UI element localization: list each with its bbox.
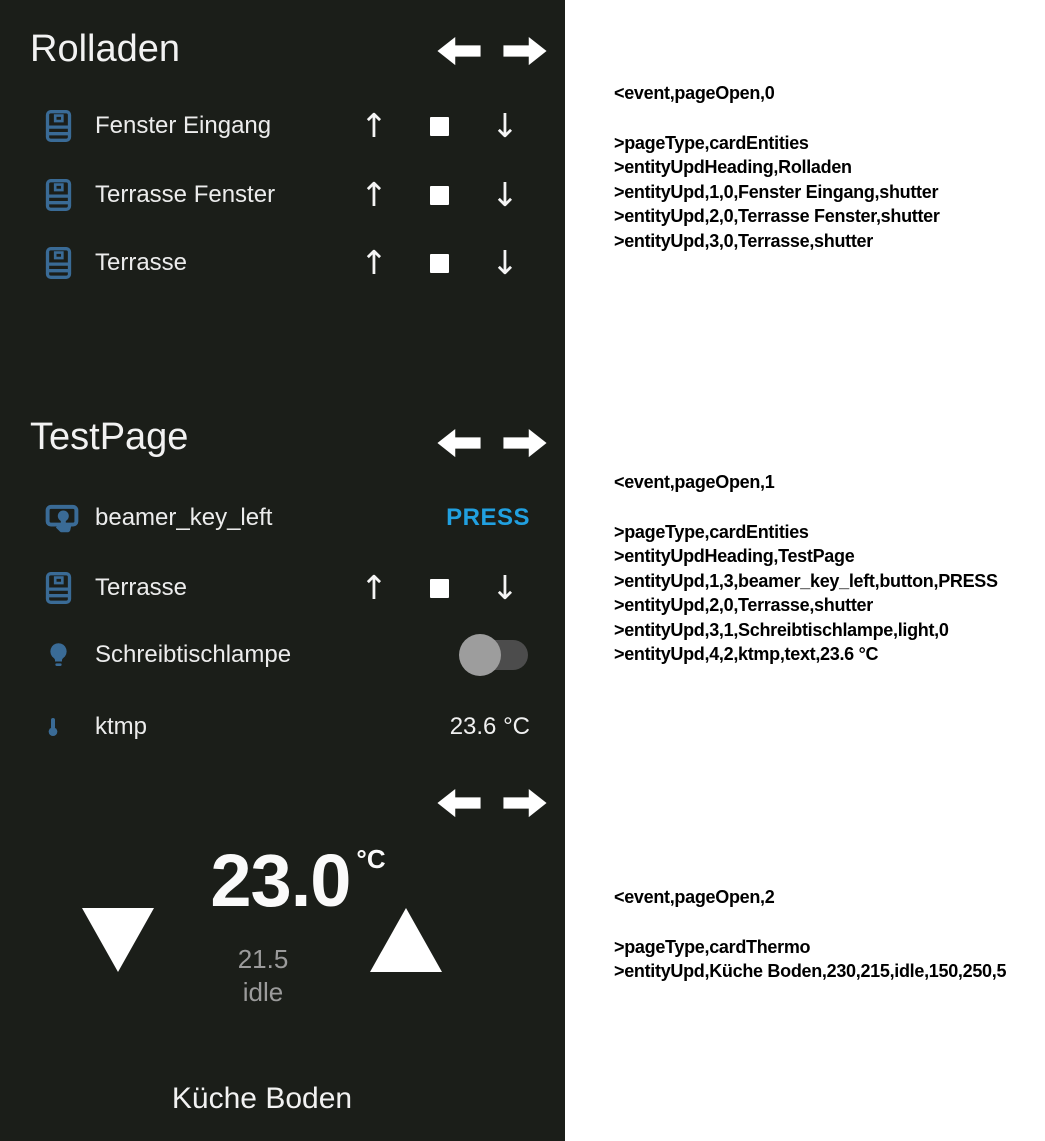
serial-log-page0: [614, 81, 940, 253]
page-nav-thermo: [436, 788, 548, 818]
nav-right-button[interactable]: [502, 788, 548, 818]
log-line: >entityUpd,1,3,beamer_key_left,button,PRESS: [614, 570, 998, 591]
shutter-stop-button[interactable]: [420, 239, 460, 287]
sensor-value: 23.6 °C: [449, 713, 530, 740]
entity-row: [0, 102, 565, 150]
target-temperature: 21.5: [237, 944, 289, 974]
nav-left-button[interactable]: [436, 788, 482, 818]
shutter-up-button[interactable]: ↑: [354, 239, 394, 287]
log-line: >entityUpd,3,1,Schreibtischlampe,light,0: [614, 619, 949, 640]
log-line: >entityUpd,3,0,Terrasse,shutter: [614, 230, 873, 251]
shutter-controls: [354, 564, 525, 612]
log-line: >entityUpd,2,0,Terrasse Fenster,shutter: [614, 206, 940, 226]
shutter-controls: [354, 171, 525, 219]
log-line: >entityUpd,1,0,Fenster Eingang,shutter: [614, 181, 939, 202]
entity-name: beamer_key_left: [95, 504, 273, 531]
shutter-up-button[interactable]: ↑: [354, 564, 394, 612]
nav-right-arrow-icon: [502, 428, 548, 458]
shutter-up-button[interactable]: ↑: [354, 171, 394, 219]
log-event-line: <event,pageOpen,0: [614, 83, 775, 103]
window-shutter-icon: [45, 572, 72, 605]
thermostat-title: Küche Boden: [171, 1082, 353, 1115]
stop-square-icon: [430, 186, 449, 205]
log-line: >pageType,cardThermo: [614, 936, 811, 957]
gesture-tap-button-icon: [45, 502, 79, 534]
entity-name: Schreibtischlampe: [95, 641, 292, 668]
log-line: >entityUpd,4,2,ktmp,text,23.6 °C: [614, 644, 879, 664]
entity-name: ktmp: [95, 713, 148, 740]
card-heading-rolladen: Rolladen: [30, 28, 180, 70]
nav-right-button[interactable]: [502, 428, 548, 458]
page-nav-testpage: [436, 428, 548, 458]
shutter-down-button[interactable]: ↓: [485, 564, 525, 612]
nav-left-button[interactable]: [436, 428, 482, 458]
shutter-stop-button[interactable]: [420, 564, 460, 612]
nav-left-arrow-icon: [436, 428, 482, 458]
entity-name: Terrasse: [95, 249, 188, 276]
shutter-stop-button[interactable]: [420, 171, 460, 219]
light-toggle-switch[interactable]: [466, 640, 528, 670]
shutter-down-button[interactable]: ↓: [485, 171, 525, 219]
shutter-up-button[interactable]: ↑: [354, 102, 394, 150]
window-shutter-icon: [45, 110, 72, 143]
nav-right-arrow-icon: [502, 788, 548, 818]
shutter-down-button[interactable]: ↓: [485, 239, 525, 287]
entity-name: Terrasse Fenster: [95, 181, 276, 208]
toggle-knob: [459, 634, 501, 676]
card-heading-testpage: TestPage: [30, 416, 189, 458]
lightbulb-icon: [45, 640, 72, 670]
log-line: >entityUpd,Küche Boden,230,215,idle,150,250,5: [614, 961, 1007, 981]
stop-square-icon: [430, 579, 449, 598]
log-line: >entityUpdHeading,Rolladen: [614, 157, 852, 177]
log-event-line: <event,pageOpen,2: [614, 887, 775, 907]
log-event-line: <event,pageOpen,1: [614, 472, 775, 492]
entity-row: [0, 239, 565, 287]
nav-right-button[interactable]: [502, 36, 548, 66]
window-shutter-icon: [45, 179, 72, 212]
hvac-state: idle: [242, 977, 284, 1007]
entity-name: Fenster Eingang: [95, 112, 272, 139]
thermometer-icon: [45, 711, 61, 743]
page-nav-rolladen: [436, 36, 548, 66]
stop-square-icon: [430, 254, 449, 273]
press-button[interactable]: PRESS: [446, 504, 530, 531]
stop-square-icon: [430, 117, 449, 136]
entity-row: [0, 631, 565, 679]
log-line: >entityUpdHeading,TestPage: [614, 546, 855, 566]
log-line: >pageType,cardEntities: [614, 521, 809, 542]
serial-log-page2: [614, 885, 1006, 984]
temperature-unit: °C: [356, 844, 386, 874]
entity-row: [0, 494, 565, 542]
shutter-controls: [354, 102, 525, 150]
window-shutter-icon: [45, 247, 72, 280]
current-temperature-value: 23.0: [210, 839, 351, 922]
log-line: >pageType,cardEntities: [614, 132, 809, 153]
nav-left-arrow-icon: [436, 36, 482, 66]
shutter-stop-button[interactable]: [420, 102, 460, 150]
entity-row: [0, 171, 565, 219]
log-line: >entityUpd,2,0,Terrasse,shutter: [614, 595, 873, 615]
entity-row: [0, 703, 565, 751]
entity-row: [0, 564, 565, 612]
nav-left-arrow-icon: [436, 788, 482, 818]
shutter-down-button[interactable]: ↓: [485, 102, 525, 150]
nav-left-button[interactable]: [436, 36, 482, 66]
shutter-controls: [354, 239, 525, 287]
entity-name: Terrasse: [95, 574, 188, 601]
nav-right-arrow-icon: [502, 36, 548, 66]
serial-log-page1: [614, 470, 998, 667]
